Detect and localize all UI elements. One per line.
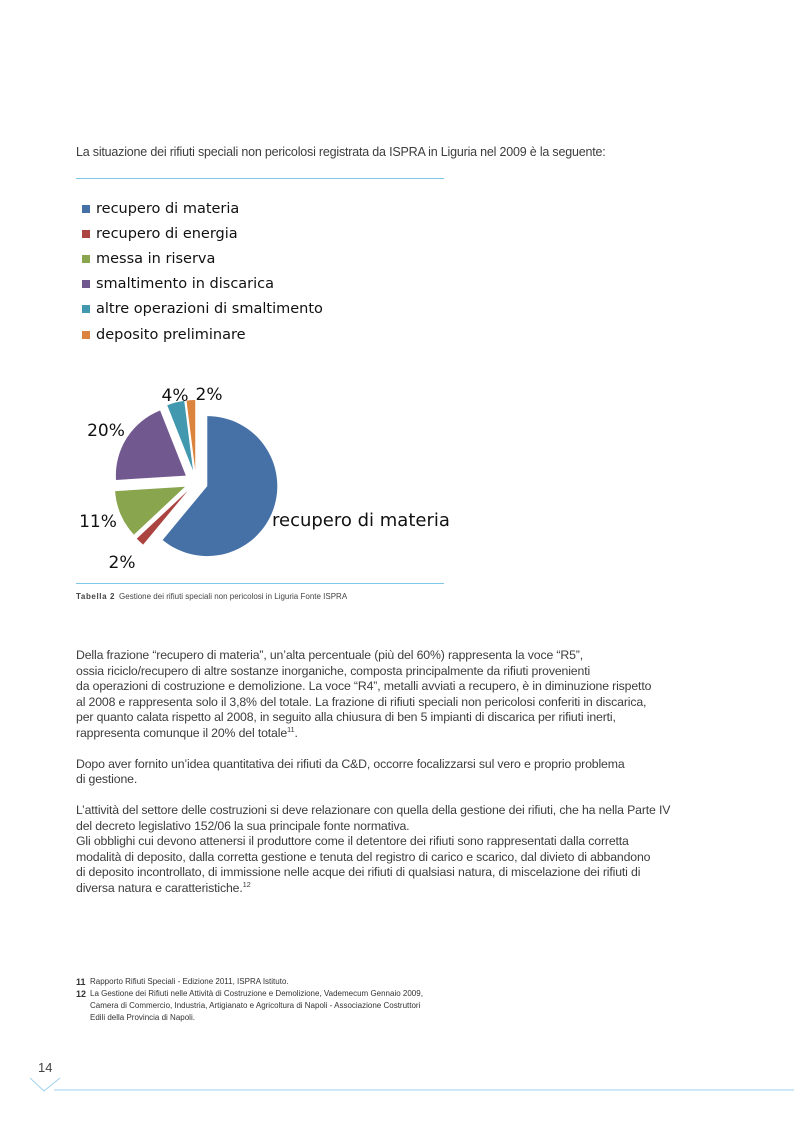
legend-label: smaltimento in discarica xyxy=(96,276,275,293)
caption-label: Tabella 2 xyxy=(76,592,116,601)
caption-text: Gestione dei rifiuti speciali non pericolosi in Liguria Fonte ISPRA xyxy=(119,592,348,601)
slice-data-label: 11% xyxy=(79,512,117,532)
legend-label: messa in riserva xyxy=(96,250,216,267)
paragraph-text: Della frazione “recupero di materia”, un’alta percentuale (più del 60%) rappresenta la voce “R5”, ossia riciclo/recupero di altre sostanze inorganiche, composta principalmente da rifiuti provenienti da operazioni di costruzione e demolizione. La voce “R4”, metalli avviati a recupero, è in diminuzione rispetto al 2008 e rappresenta solo il 3,8% del totale. La frazione di rifiuti speciali non pericolosi conferiti in discarica, per quanto calata rispetto al 2008, in seguito alla chiusura di ben 5 impianti di discarica per rifiuti inerti, rappresenta comunque il 20% del totale xyxy=(76,648,652,740)
bottom-rule xyxy=(76,583,444,584)
footnote-number: 11 xyxy=(76,977,86,987)
footnote-ref: 12 xyxy=(242,879,251,889)
slice-data-label: 2% xyxy=(195,385,223,405)
footnotes xyxy=(76,976,423,1024)
slice-data-label: recupero di materia xyxy=(272,510,450,531)
paragraph-text: L’attività del settore delle costruzioni si deve relazionare con quella della gestione dei rifiuti, che ha nella Parte IV del decreto legislativo 152/06 la sua principale fonte normativa. Gli obblighi cui devono attenersi il produttore come il detentore dei rifiuti sono rappresentati dalla corretta modalità di deposito, dalla corretta gestione e tenuta del registro di carico e scarico, dal divieto di abbandono di deposito incontrollato, di immissione nelle acque dei rifiuti di qualsiasi natura, di miscelazione dei rifiuti di diversa natura e caratteristiche. xyxy=(76,803,671,895)
pie-chart xyxy=(70,370,460,580)
slice-data-label: 2% xyxy=(108,553,136,573)
paragraph-tail: . xyxy=(294,725,298,740)
table-caption xyxy=(76,592,347,601)
legend-item xyxy=(82,196,323,221)
legend-label: recupero di energia xyxy=(96,225,238,242)
paragraph xyxy=(76,803,716,896)
legend-item xyxy=(82,246,323,271)
legend-label: recupero di materia xyxy=(96,200,240,217)
footnote-number: 12 xyxy=(76,989,87,999)
paragraph xyxy=(76,648,716,741)
footnote xyxy=(76,976,423,988)
footnote-text: Rapporto Rifiuti Speciali - Edizione 2011, ISPRA Istituto. xyxy=(90,977,289,986)
corner-line xyxy=(30,1078,44,1091)
footnote xyxy=(76,988,423,1024)
footnote-ref: 11 xyxy=(287,724,295,734)
legend-swatch xyxy=(82,230,90,238)
legend-swatch xyxy=(82,205,90,213)
legend-swatch xyxy=(82,305,90,313)
legend-swatch xyxy=(82,255,90,263)
legend-item xyxy=(82,272,323,297)
footnote-text: La Gestione dei Rifiuti nelle Attività di Costruzione e Demolizione, Vademecum Gennaio 2009, Camera di Commercio, Industria, Artigianato e Agricoltura di Napoli - Associazione Costruttori Edili della Provincia di Napoli. xyxy=(90,989,423,1022)
paragraph xyxy=(76,757,716,788)
page-number: 14 xyxy=(38,1060,53,1075)
corner-line xyxy=(44,1078,60,1091)
body-text xyxy=(76,648,716,912)
intro-text: La situazione dei rifiuti speciali non pericolosi registrata da ISPRA in Liguria nel 2009 è la seguente: xyxy=(76,145,606,159)
chart-legend xyxy=(82,196,323,347)
legend-label: deposito preliminare xyxy=(96,326,246,343)
legend-swatch xyxy=(82,331,90,339)
slice-data-label: 20% xyxy=(87,421,125,441)
legend-swatch xyxy=(82,280,90,288)
legend-label: altre operazioni di smaltimento xyxy=(96,301,323,318)
legend-item xyxy=(82,322,323,347)
page-corner-mark xyxy=(30,1074,794,1094)
legend-item xyxy=(82,297,323,322)
legend-item xyxy=(82,221,323,246)
slice-data-label: 4% xyxy=(161,386,189,406)
paragraph-text: Dopo aver fornito un’idea quantitativa dei rifiuti da C&D, occorre focalizzarsi sul vero e proprio problema di gestione. xyxy=(76,756,625,786)
top-rule xyxy=(76,178,444,179)
